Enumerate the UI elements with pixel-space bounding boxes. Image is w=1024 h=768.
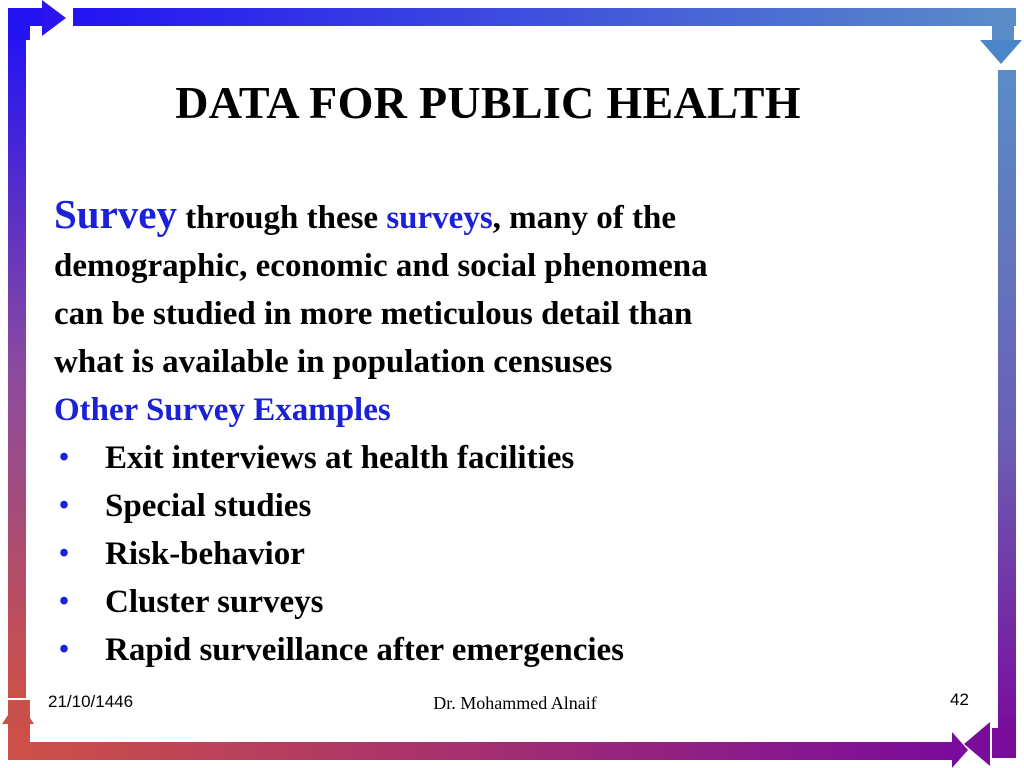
bullet-icon: • [59, 586, 69, 617]
bullet-icon: • [59, 442, 69, 473]
frame-bottom-arrow [8, 732, 968, 768]
list-item: • Cluster surveys [54, 578, 934, 626]
bullet-icon: • [59, 634, 69, 665]
examples-list [54, 434, 934, 674]
list-item: • Risk-behavior [54, 530, 934, 578]
page-number: 42 [950, 690, 969, 709]
frame-right-arrow [964, 70, 1016, 766]
intro-line-2: demographic, economic and social phenomena [54, 248, 708, 284]
bullet-icon: • [59, 490, 69, 521]
list-item: • Special studies [54, 482, 934, 530]
examples-heading: Other Survey Examples [54, 392, 391, 428]
intro-line-3: can be studied in more meticulous detail than [54, 296, 693, 332]
frame-left-arrow [2, 36, 34, 740]
survey-lead-word: Survey [54, 191, 177, 237]
bullet-icon: • [59, 538, 69, 569]
list-item: • Exit interviews at health facilities [54, 434, 934, 482]
slide-title: DATA FOR PUBLIC HEALTH [175, 77, 801, 128]
intro-line-4: what is available in population censuses [54, 344, 613, 380]
slide-body [54, 190, 934, 674]
footer-date: 21/10/1446 [48, 692, 134, 711]
intro-line-1: Survey through these surveys, many of the [54, 191, 676, 237]
frame-top-arrow [73, 8, 1022, 64]
frame-top-left-arrow [8, 0, 66, 40]
list-item: • Rapid surveillance after emergencies [54, 626, 934, 674]
footer-author: Dr. Mohammed Alnaif [433, 693, 597, 713]
surveys-highlight: surveys [386, 200, 493, 236]
